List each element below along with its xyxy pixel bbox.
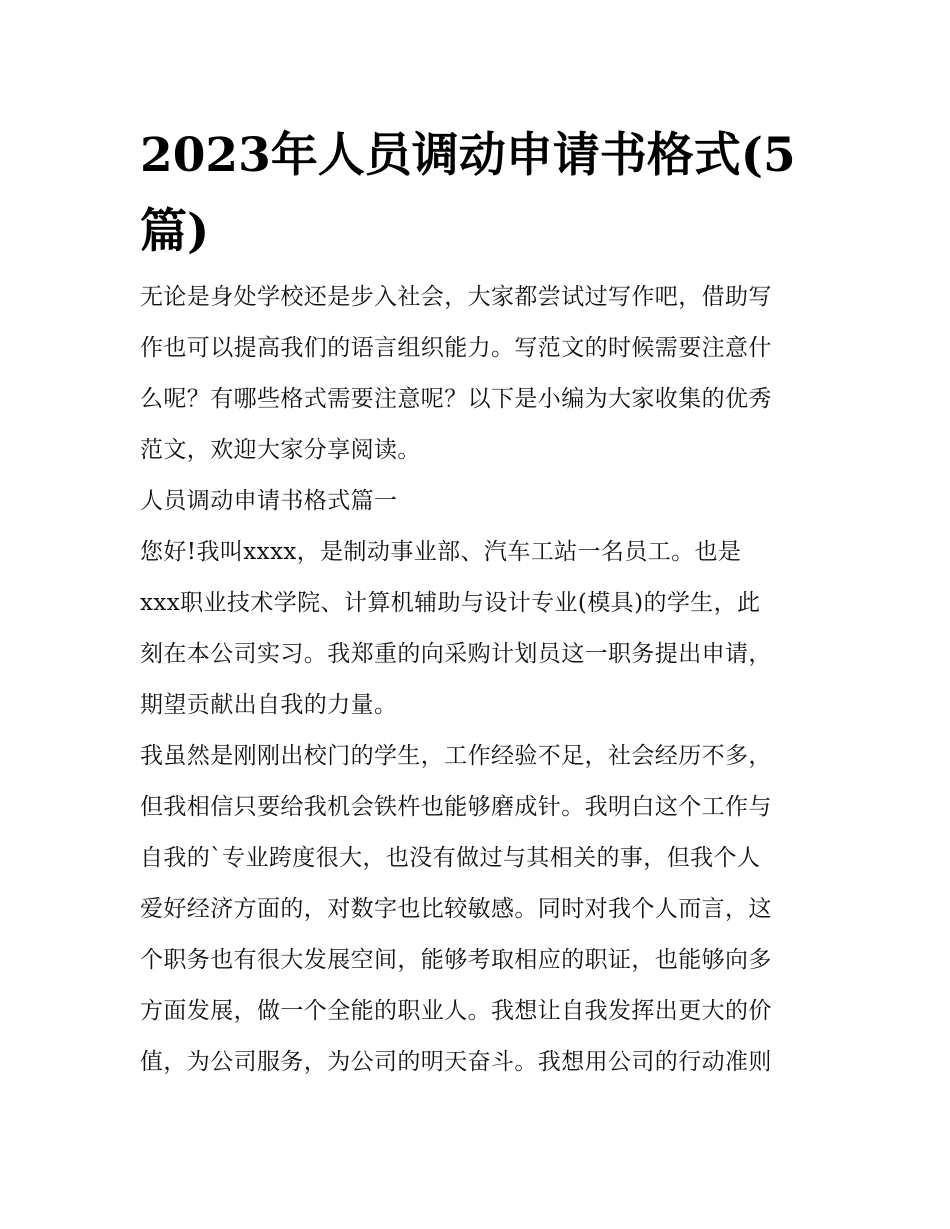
- paragraph-line: 我虽然是刚刚出校门的学生，工作经验不足，社会经历不多，: [140, 743, 772, 769]
- paragraph-line: 但我相信只要给我机会铁杵也能够磨成针。我明白这个工作与: [140, 794, 772, 820]
- paragraph-line: 爱好经济方面的，对数字也比较敏感。同时对我个人而言，这: [140, 896, 772, 922]
- paragraph-line: 期望贡献出自我的力量。: [140, 692, 398, 718]
- document-title: [140, 118, 820, 270]
- paragraph-line: 自我的`专业跨度很大，也没有做过与其相关的事，但我个人: [140, 845, 761, 871]
- paragraph-line: 作也可以提高我们的语言组织能力。写范文的时候需要注意什: [140, 335, 772, 361]
- paragraph-line: 么呢？有哪些格式需要注意呢？以下是小编为大家收集的优秀: [140, 386, 772, 412]
- paragraph-line: 无论是身处学校还是步入社会，大家都尝试过写作吧，借助写: [140, 284, 772, 310]
- paragraph-line: 个职务也有很大发展空间，能够考取相应的职证，也能够向多: [140, 947, 772, 973]
- paragraph-line: 范文，欢迎大家分享阅读。: [140, 437, 421, 463]
- document-body: [140, 272, 820, 1088]
- title-line-1: 2023年人员调动申请书格式(5: [140, 128, 796, 183]
- paragraph-line: 您好!我叫xxxx，是制动事业部、汽车工站一名员工。也是: [140, 539, 742, 565]
- paragraph-line: 刻在本公司实习。我郑重的向采购计划员这一职务提出申请，: [140, 641, 772, 667]
- paragraph-line: xxx职业技术学院、计算机辅助与设计专业(模具)的学生，此: [140, 590, 761, 616]
- title-line-2: 篇): [140, 204, 210, 259]
- paragraph-line: 值，为公司服务，为公司的明天奋斗。我想用公司的行动准则: [140, 1049, 772, 1075]
- paragraph-line: 方面发展，做一个全能的职业人。我想让自我发挥出更大的价: [140, 998, 772, 1024]
- section-heading: 人员调动申请书格式篇一: [140, 488, 398, 514]
